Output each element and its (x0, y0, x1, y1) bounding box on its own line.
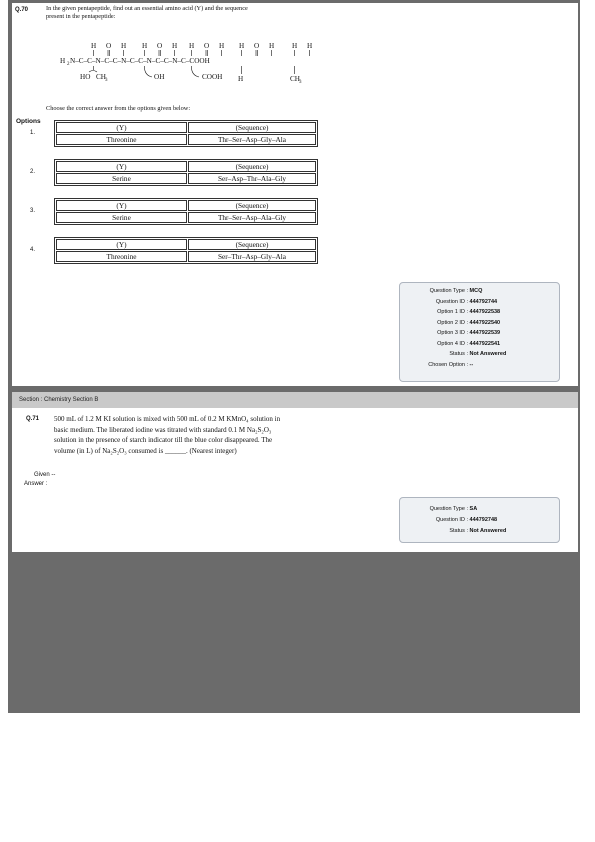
svg-text:H: H (238, 75, 244, 83)
question-info-box (399, 497, 560, 543)
info-row: Option 4 ID : 4447922541 (437, 340, 501, 347)
question-text-line: basic medium. The liberated iodine was titrated with standard 0.1 M Na₂S₂O₃ (54, 425, 272, 434)
svg-text:O: O (254, 42, 260, 50)
svg-text:H: H (172, 42, 178, 50)
info-row: Option 3 ID : 4447922539 (437, 330, 501, 336)
svg-text:H: H (189, 42, 195, 50)
instruction-text: Choose the correct answer from the options given below: (46, 105, 191, 112)
option-amino-acid: Serine (56, 173, 187, 184)
question-number: Q.71 (26, 416, 40, 422)
info-row: Status : Not Answered (449, 351, 507, 357)
question-71-panel (12, 392, 578, 552)
info-row: Question ID : 444792748 (435, 517, 498, 523)
option-number: 3. (30, 208, 36, 214)
question-text-line: In the given pentapeptide, find out an essential amino acid (Y) and the sequence (46, 5, 248, 12)
question-info-box (399, 282, 560, 382)
question-text-line: volume (in L) of Na₂S₂O₃ consumed is ______. (Nearest integer) (54, 446, 237, 455)
svg-text:O: O (204, 42, 210, 50)
info-row: Question Type : SA (429, 506, 478, 512)
answer-label: Answer : (24, 481, 48, 487)
y-header: (Y) (56, 200, 187, 211)
info-row: Option 2 ID : 4447922540 (437, 319, 501, 326)
svg-text:H: H (142, 42, 148, 50)
y-header: (Y) (56, 122, 187, 133)
svg-text:H: H (239, 42, 245, 50)
question-70-panel (12, 3, 578, 386)
option-number: 1. (30, 130, 36, 136)
question-text-line: present in the pentapeptide: (46, 13, 116, 20)
option-sequence: Ser–Thr–Asp–Gly–Ala (188, 251, 316, 262)
section-header: Section : Chemistry Section B (12, 392, 578, 408)
svg-text:N–C–C–N–C–C–N–C–C–N–C–C–N–C–CO: N–C–C–N–C–C–N–C–C–N–C–C–N–C–COOH (70, 57, 210, 65)
info-row: Question ID : 444792744 (435, 298, 498, 305)
question-text-line: 500 mL of 1.2 M KI solution is mixed with 500 mL of 0.2 M KMnO₄ solution in (54, 415, 281, 423)
option-sequence: Thr–Ser–Asp–Ala–Gly (188, 212, 316, 223)
svg-text:O: O (157, 42, 163, 50)
option-2-table[interactable] (54, 159, 318, 186)
svg-text:CH: CH (290, 75, 300, 83)
svg-text:COOH: COOH (202, 73, 223, 81)
svg-text:3: 3 (299, 80, 302, 85)
info-row: Question Type : MCQ (429, 288, 483, 294)
svg-text:H: H (121, 42, 127, 50)
options-label: Options (16, 118, 41, 125)
option-1-table[interactable] (54, 120, 318, 147)
sequence-header: (Sequence) (188, 161, 316, 172)
option-amino-acid: Threonine (56, 134, 187, 145)
option-number: 2. (30, 169, 36, 175)
svg-text:3: 3 (105, 78, 108, 83)
svg-text:O: O (106, 42, 112, 50)
option-3-table[interactable] (54, 198, 318, 225)
question-number: Q.70 (15, 7, 29, 13)
svg-text:2: 2 (67, 62, 70, 67)
svg-text:CH: CH (96, 73, 106, 81)
question-text (54, 414, 384, 456)
sequence-header: (Sequence) (188, 122, 316, 133)
question-text-line: solution in the presence of starch indicator till the blue color disappeared. The (54, 436, 273, 444)
svg-text:H: H (269, 42, 275, 50)
svg-text:H: H (307, 42, 313, 50)
svg-text:H: H (219, 42, 225, 50)
info-row: Status : Not Answered (449, 528, 507, 534)
svg-text:H: H (91, 42, 97, 50)
option-amino-acid: Threonine (56, 251, 187, 262)
svg-text:H: H (292, 42, 298, 50)
svg-text:OH: OH (154, 73, 165, 81)
option-amino-acid: Serine (56, 212, 187, 223)
question-text (46, 5, 466, 21)
pentapeptide-structure-figure (44, 41, 384, 97)
y-header: (Y) (56, 239, 187, 250)
option-sequence: Ser–Asp–Thr–Ala–Gly (188, 173, 316, 184)
sequence-header: (Sequence) (188, 239, 316, 250)
svg-text:H: H (60, 57, 66, 65)
svg-text:HO: HO (80, 73, 91, 81)
option-4-table[interactable] (54, 237, 318, 264)
option-number: 4. (30, 247, 36, 253)
given-label: Given -- (34, 472, 56, 478)
info-row: Chosen Option : -- (428, 361, 474, 368)
option-sequence: Thr–Ser–Asp–Gly–Ala (188, 134, 316, 145)
info-row: Option 1 ID : 4447922538 (437, 309, 501, 315)
sequence-header: (Sequence) (188, 200, 316, 211)
y-header: (Y) (56, 161, 187, 172)
